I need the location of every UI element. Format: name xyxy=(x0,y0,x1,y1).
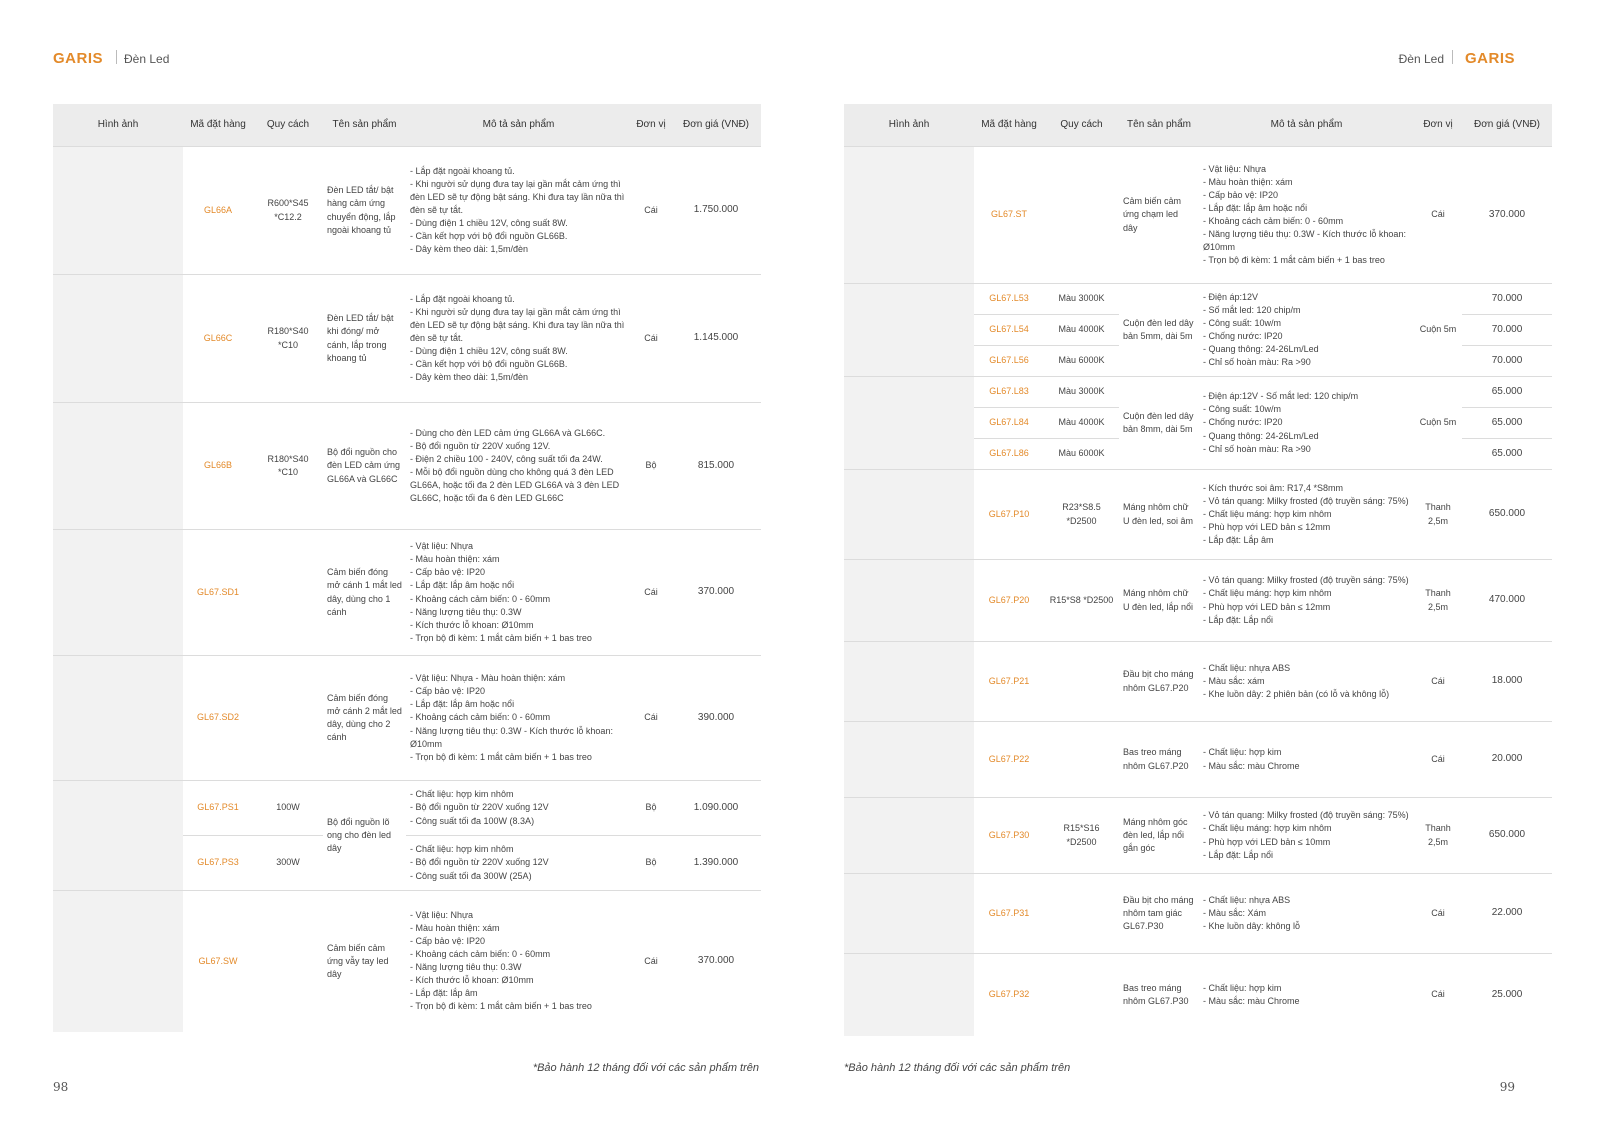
description-line: - Chất liệu: hợp kim xyxy=(1203,747,1282,758)
product-description xyxy=(1199,147,1414,284)
description-line: - Màu sắc: xám xyxy=(1203,675,1265,686)
product-description xyxy=(1199,470,1414,560)
product-spec: R15*S16 *D2500 xyxy=(1044,798,1119,874)
product-unit: Cuộn 5m xyxy=(1414,284,1462,377)
product-code: GL66B xyxy=(183,403,253,530)
description-line: - Công suất tối đa 100W (8.3A) xyxy=(410,815,535,826)
description-line: - Phù hợp với LED bản ≤ 12mm xyxy=(1203,601,1331,612)
product-description xyxy=(1199,722,1414,798)
product-unit: Cuộn 5m xyxy=(1414,377,1462,470)
product-name: Đèn LED tắt/ bật khi đóng/ mở cánh, lắp trong khoang tủ xyxy=(323,275,406,403)
product-spec xyxy=(1044,874,1119,954)
product-price: 1.750.000 xyxy=(671,147,761,275)
product-price: 650.000 xyxy=(1462,798,1552,874)
description-line: - Khoảng cách cảm biến: 0 - 60mm xyxy=(410,593,551,604)
product-spec xyxy=(1044,954,1119,1036)
product-description xyxy=(406,781,631,836)
product-name: Cuộn đèn led dây bản 8mm, dài 5m xyxy=(1119,377,1199,470)
product-spec xyxy=(1044,642,1119,722)
product-unit: Thanh 2,5m xyxy=(1414,560,1462,642)
description-line: - Màu hoàn thiện: xám xyxy=(1203,176,1293,187)
image-cell xyxy=(53,891,183,1032)
section-title: Đèn Led xyxy=(1398,52,1444,66)
product-code: GL67.L54 xyxy=(974,315,1044,346)
description-line: - Khoảng cách cảm biến: 0 - 60mm xyxy=(410,949,551,960)
product-price: 65.000 xyxy=(1462,439,1552,470)
description-line: - Vỏ tán quang: Milky frosted (độ truyền sáng: 75%) xyxy=(1203,810,1409,821)
description-line: - Chất liệu máng: hợp kim nhôm xyxy=(1203,508,1332,519)
table-row xyxy=(844,642,1552,722)
product-spec: Màu 6000K xyxy=(1044,346,1119,377)
description-line: - Dùng cho đèn LED cảm ứng GL66A và GL66C. xyxy=(410,427,606,438)
header-unit: Đơn vị xyxy=(631,104,671,147)
description-line: - Chất liệu: hợp kim nhôm xyxy=(410,789,514,800)
product-unit: Thanh 2,5m xyxy=(1414,470,1462,560)
product-name: Cảm biến đóng mở cánh 2 mắt led dây, dùng cho 2 cánh xyxy=(323,656,406,781)
description-line: - Quang thông: 24-26Lm/Led xyxy=(1203,344,1319,355)
image-cell xyxy=(844,642,974,722)
description-line: - Chống nước: IP20 xyxy=(1203,331,1283,341)
product-code: GL67.PS3 xyxy=(183,836,253,891)
header-desc: Mô tả sản phẩm xyxy=(1199,104,1414,147)
description-line: - Màu hoàn thiện: xám xyxy=(410,923,500,934)
description-line: - Dùng điện 1 chiều 12V, công suất 8W. xyxy=(410,218,568,229)
table-row xyxy=(844,798,1552,874)
description-line: - Lắp đặt: lắp âm hoặc nổi xyxy=(410,580,515,591)
product-code: GL67.ST xyxy=(974,147,1044,284)
header-unit: Đơn vị xyxy=(1414,104,1462,147)
header-image: Hình ảnh xyxy=(53,104,183,147)
header-name: Tên sản phẩm xyxy=(1119,104,1199,147)
description-line: - Khi người sử dụng đưa tay lại gần mắt cảm ứng thì đèn LED sẽ tự động bật sáng. Khi đưa tay lần nữa thì đèn sẽ tự tắt. xyxy=(410,306,625,343)
product-code: GL67.P10 xyxy=(974,470,1044,560)
product-description xyxy=(1199,560,1414,642)
product-spec: Màu 3000K xyxy=(1044,377,1119,408)
table-row xyxy=(53,530,761,656)
description-line: - Lắp đặt: Lắp âm xyxy=(1203,535,1274,546)
product-price: 70.000 xyxy=(1462,346,1552,377)
page-number: 98 xyxy=(53,1080,69,1094)
description-line: - Dây kèm theo dài: 1,5m/đèn xyxy=(410,244,529,255)
product-unit: Cái xyxy=(631,530,671,656)
table-row xyxy=(844,560,1552,642)
product-name: Bas treo máng nhôm GL67.P30 xyxy=(1119,954,1199,1036)
product-price: 65.000 xyxy=(1462,408,1552,439)
product-code: GL67.P32 xyxy=(974,954,1044,1036)
product-spec: 100W xyxy=(253,781,323,836)
image-cell xyxy=(53,781,183,891)
product-spec: R23*S8.5 *D2500 xyxy=(1044,470,1119,560)
image-cell xyxy=(844,284,974,377)
description-line: - Bộ đổi nguồn từ 220V xuống 12V xyxy=(410,857,549,868)
product-price: 1.090.000 xyxy=(671,781,761,836)
product-spec xyxy=(253,891,323,1032)
description-line: - Lắp đặt: Lắp nổi xyxy=(1203,849,1274,860)
product-description xyxy=(406,656,631,781)
product-code: GL67.P20 xyxy=(974,560,1044,642)
product-code: GL67.SW xyxy=(183,891,253,1032)
product-price: 470.000 xyxy=(1462,560,1552,642)
description-line: - Khoảng cách cảm biến: 0 - 60mm xyxy=(1203,216,1344,226)
image-cell xyxy=(53,403,183,530)
brand-logo: GARIS xyxy=(1464,50,1515,67)
product-description xyxy=(406,530,631,656)
product-unit: Bộ xyxy=(631,403,671,530)
warranty-note: *Bảo hành 12 tháng đối với các sản phẩm trên xyxy=(844,1062,1071,1074)
description-line: - Lắp đặt: lắp âm hoặc nổi xyxy=(1203,202,1308,213)
product-price: 25.000 xyxy=(1462,954,1552,1036)
image-cell xyxy=(53,275,183,403)
description-line: - Chất liệu: nhựa ABS xyxy=(1203,894,1291,905)
product-spec: Màu 4000K xyxy=(1044,408,1119,439)
description-line: - Màu hoàn thiện: xám xyxy=(410,554,500,565)
table-row xyxy=(53,656,761,781)
description-line: - Kích thước soi âm: R17,4 *S8mm xyxy=(1203,482,1343,493)
image-cell xyxy=(844,377,974,470)
description-line: - Màu sắc: Xám xyxy=(1203,907,1267,918)
product-code: GL67.L56 xyxy=(974,346,1044,377)
product-price: 22.000 xyxy=(1462,874,1552,954)
product-name: Máng nhôm góc đèn led, lắp nổi gắn góc xyxy=(1119,798,1199,874)
table-row xyxy=(53,403,761,530)
product-price: 70.000 xyxy=(1462,315,1552,346)
image-cell xyxy=(844,147,974,284)
product-spec: Màu 6000K xyxy=(1044,439,1119,470)
product-unit: Cái xyxy=(631,891,671,1032)
description-line: - Chống nước: IP20 xyxy=(1203,417,1283,428)
product-price: 370.000 xyxy=(671,530,761,656)
product-code: GL67.L83 xyxy=(974,377,1044,408)
table-row xyxy=(844,954,1552,1036)
product-description xyxy=(1199,642,1414,722)
table-row xyxy=(53,275,761,403)
product-table-left xyxy=(53,104,761,1032)
description-line: - Trọn bộ đi kèm: 1 mắt cảm biến + 1 bas treo xyxy=(410,632,592,643)
description-line: - Cần kết hợp với bộ đổi nguồn GL66B. xyxy=(410,359,568,370)
product-price: 370.000 xyxy=(671,891,761,1032)
description-line: - Điện áp:12V - Số mắt led: 120 chip/m xyxy=(1203,391,1359,402)
product-unit: Bộ xyxy=(631,836,671,891)
product-unit: Cái xyxy=(1414,874,1462,954)
description-line: - Chất liệu: hợp kim xyxy=(1203,982,1282,993)
description-line: - Khi người sử dụng đưa tay lại gần mắt cảm ứng thì đèn LED sẽ tự động bật sáng. Khi đưa tay lần nữa thì đèn sẽ tự tắt. xyxy=(410,178,625,215)
description-line: - Mỗi bộ đổi nguồn dùng cho không quá 3 đèn LED GL66A, hoặc tối đa 2 đèn LED GL66A và 3 đèn LED GL66C, hoặc tối đa 6 đèn LED GL66C xyxy=(410,467,620,504)
product-name: Đầu bịt cho máng nhôm GL67.P20 xyxy=(1119,642,1199,722)
description-line: - Phù hợp với LED bản ≤ 10mm xyxy=(1203,836,1331,847)
product-unit: Cái xyxy=(1414,147,1462,284)
description-line: - Công suất tối đa 300W (25A) xyxy=(410,870,532,881)
product-price: 70.000 xyxy=(1462,284,1552,315)
description-line: - Màu sắc: màu Chrome xyxy=(1203,995,1300,1006)
description-line: - Cấp bảo vệ: IP20 xyxy=(410,567,486,578)
right-page xyxy=(800,0,1600,1138)
description-line: - Điện áp:12V xyxy=(1203,291,1259,302)
description-line: - Chất liệu: hợp kim nhôm xyxy=(410,844,514,855)
product-spec: R180*S40 *C10 xyxy=(253,403,323,530)
header-price: Đơn giá (VNĐ) xyxy=(671,104,761,147)
product-price: 65.000 xyxy=(1462,377,1552,408)
description-line: - Số mắt led: 120 chip/m xyxy=(1203,304,1301,315)
product-code: GL67.L84 xyxy=(974,408,1044,439)
header-image: Hình ảnh xyxy=(844,104,974,147)
product-unit: Bộ xyxy=(631,781,671,836)
product-price: 20.000 xyxy=(1462,722,1552,798)
description-line: - Bộ đổi nguồn từ 220V xuống 12V. xyxy=(410,440,551,451)
product-unit: Cái xyxy=(1414,954,1462,1036)
product-code: GL67.L53 xyxy=(974,284,1044,315)
product-unit: Cái xyxy=(1414,722,1462,798)
product-spec: R180*S40 *C10 xyxy=(253,275,323,403)
description-line: - Năng lượng tiêu thụ: 0.3W xyxy=(410,962,522,973)
product-name: Bộ đổi nguồn lõ ong cho đèn led dây xyxy=(323,781,406,891)
header-code: Mã đặt hàng xyxy=(974,104,1044,147)
product-name: Máng nhôm chữ U đèn led, soi âm xyxy=(1119,470,1199,560)
product-code: GL67.P30 xyxy=(974,798,1044,874)
description-line: - Năng lượng tiêu thụ: 0.3W - Kích thước lỗ khoan: Ø10mm xyxy=(410,725,613,749)
description-line: - Trọn bộ đi kèm: 1 mắt cảm biến + 1 bas treo xyxy=(410,751,592,762)
description-line: - Lắp đặt: lắp âm hoặc nổi xyxy=(410,699,515,710)
description-line: - Trọn bộ đi kèm: 1 mắt cảm biến + 1 bas treo xyxy=(1203,255,1385,266)
product-spec: Màu 3000K xyxy=(1044,284,1119,315)
image-cell xyxy=(53,530,183,656)
divider xyxy=(116,50,117,64)
description-line: - Khe luồn dây: không lỗ xyxy=(1203,921,1301,932)
description-line: - Khe luồn dây: 2 phiên bản (có lỗ và không lỗ) xyxy=(1203,689,1390,700)
product-description xyxy=(406,275,631,403)
description-line: - Vật liệu: Nhựa xyxy=(410,910,474,921)
description-line: - Cấp bảo vệ: IP20 xyxy=(410,936,486,947)
table-row xyxy=(844,470,1552,560)
product-price: 650.000 xyxy=(1462,470,1552,560)
product-code: GL67.P31 xyxy=(974,874,1044,954)
image-cell xyxy=(53,147,183,275)
table-row xyxy=(844,722,1552,798)
product-description xyxy=(406,836,631,891)
description-line: - Kích thước lỗ khoan: Ø10mm xyxy=(410,975,534,986)
description-line: - Cấp bảo vệ: IP20 xyxy=(410,686,486,697)
description-line: - Chất liệu máng: hợp kim nhôm xyxy=(1203,588,1332,599)
section-title: Đèn Led xyxy=(124,52,170,66)
description-line: - Công suất: 10w/m xyxy=(1203,317,1282,328)
description-line: - Phù hợp với LED bản ≤ 12mm xyxy=(1203,522,1331,533)
product-price: 390.000 xyxy=(671,656,761,781)
product-description xyxy=(1199,874,1414,954)
description-line: - Màu sắc: màu Chrome xyxy=(1203,760,1300,771)
page-number: 99 xyxy=(1499,1080,1515,1094)
description-line: - Vỏ tán quang: Milky frosted (độ truyền sáng: 75%) xyxy=(1203,575,1409,586)
header-price: Đơn giá (VNĐ) xyxy=(1462,104,1552,147)
description-line: - Dùng điện 1 chiều 12V, công suất 8W. xyxy=(410,346,568,357)
product-unit: Thanh 2,5m xyxy=(1414,798,1462,874)
header-desc: Mô tả sản phẩm xyxy=(406,104,631,147)
product-description xyxy=(1199,377,1414,470)
product-description xyxy=(1199,798,1414,874)
product-name: Bộ đổi nguồn cho đèn LED cảm ứng GL66A và GL66C xyxy=(323,403,406,530)
product-spec xyxy=(1044,722,1119,798)
product-code: GL67.L86 xyxy=(974,439,1044,470)
table-row xyxy=(844,377,1552,408)
description-line: - Chỉ số hoàn màu: Ra >90 xyxy=(1203,357,1311,368)
header-code: Mã đặt hàng xyxy=(183,104,253,147)
table-row xyxy=(844,874,1552,954)
product-description xyxy=(406,891,631,1032)
product-price: 1.390.000 xyxy=(671,836,761,891)
description-line: - Công suất: 10w/m xyxy=(1203,404,1282,415)
product-spec: 300W xyxy=(253,836,323,891)
product-name: Cảm biến đóng mở cánh 1 mắt led dây, dùng cho 1 cánh xyxy=(323,530,406,656)
description-line: - Trọn bộ đi kèm: 1 mắt cảm biến + 1 bas treo xyxy=(410,1001,592,1012)
product-description xyxy=(406,147,631,275)
warranty-note: *Bảo hành 12 tháng đối với các sản phẩm trên xyxy=(532,1062,759,1074)
product-table-right xyxy=(844,104,1552,1036)
description-line: - Năng lượng tiêu thụ: 0.3W - Kích thước lỗ khoan: Ø10mm xyxy=(1203,229,1406,253)
product-unit: Cái xyxy=(631,147,671,275)
description-line: - Lắp đặt: Lắp nổi xyxy=(1203,614,1274,625)
description-line: - Vỏ tán quang: Milky frosted (độ truyền sáng: 75%) xyxy=(1203,495,1409,506)
product-spec xyxy=(253,530,323,656)
description-line: - Cần kết hợp với bộ đổi nguồn GL66B. xyxy=(410,231,568,242)
product-name: Đèn LED tắt/ bật hàng cảm ứng chuyển động, lắp ngoài khoang tủ xyxy=(323,147,406,275)
product-code: GL67.P21 xyxy=(974,642,1044,722)
product-name: Cảm biến cảm ứng chạm led dây xyxy=(1119,147,1199,284)
product-unit: Cái xyxy=(631,275,671,403)
description-line: - Lắp đặt ngoài khoang tủ. xyxy=(410,293,515,304)
product-unit: Cái xyxy=(631,656,671,781)
image-cell xyxy=(844,470,974,560)
table-row xyxy=(844,147,1552,284)
product-spec xyxy=(253,656,323,781)
product-name: Cuộn đèn led dây bản 5mm, dài 5m xyxy=(1119,284,1199,377)
product-price: 370.000 xyxy=(1462,147,1552,284)
product-spec: R15*S8 *D2500 xyxy=(1044,560,1119,642)
product-name: Bas treo máng nhôm GL67.P20 xyxy=(1119,722,1199,798)
description-line: - Dây kèm theo dài: 1,5m/đèn xyxy=(410,372,529,383)
divider xyxy=(1452,50,1453,64)
header-spec: Quy cách xyxy=(253,104,323,147)
table-row xyxy=(53,147,761,275)
product-description xyxy=(406,403,631,530)
product-unit: Cái xyxy=(1414,642,1462,722)
description-line: - Chất liệu: nhựa ABS xyxy=(1203,662,1291,673)
product-spec: R600*S45 *C12.2 xyxy=(253,147,323,275)
product-code: GL67.SD1 xyxy=(183,530,253,656)
table-row xyxy=(844,284,1552,315)
product-spec xyxy=(1044,147,1119,284)
product-price: 815.000 xyxy=(671,403,761,530)
product-code: GL66A xyxy=(183,147,253,275)
product-code: GL67.PS1 xyxy=(183,781,253,836)
description-line: - Lắp đặt: lắp âm xyxy=(410,988,478,999)
image-cell xyxy=(844,722,974,798)
header-name: Tên sản phẩm xyxy=(323,104,406,147)
description-line: - Chất liệu máng: hợp kim nhôm xyxy=(1203,823,1332,834)
image-cell xyxy=(844,560,974,642)
table-row xyxy=(53,781,761,836)
description-line: - Kích thước lỗ khoan: Ø10mm xyxy=(410,619,534,630)
description-line: - Vật liệu: Nhựa - Màu hoàn thiện: xám xyxy=(410,673,566,684)
product-spec: Màu 4000K xyxy=(1044,315,1119,346)
description-line: - Điện 2 chiều 100 - 240V, công suất tối đa 24W. xyxy=(410,453,603,464)
image-cell xyxy=(844,954,974,1036)
image-cell xyxy=(53,656,183,781)
description-line: - Lắp đặt ngoài khoang tủ. xyxy=(410,165,515,176)
description-line: - Quang thông: 24-26Lm/Led xyxy=(1203,430,1319,441)
description-line: - Chỉ số hoàn màu: Ra >90 xyxy=(1203,443,1311,454)
description-line: - Năng lượng tiêu thụ: 0.3W xyxy=(410,606,522,617)
description-line: - Bộ đổi nguồn từ 220V xuống 12V xyxy=(410,802,549,813)
image-cell xyxy=(844,874,974,954)
table-row xyxy=(53,891,761,1032)
image-cell xyxy=(844,798,974,874)
product-code: GL66C xyxy=(183,275,253,403)
description-line: - Cấp bảo vệ: IP20 xyxy=(1203,189,1279,200)
description-line: - Vật liệu: Nhựa xyxy=(410,541,474,552)
product-description xyxy=(1199,954,1414,1036)
product-name: Máng nhôm chữ U đèn led, lắp nổi xyxy=(1119,560,1199,642)
product-name: Đầu bịt cho máng nhôm tam giác GL67.P30 xyxy=(1119,874,1199,954)
description-line: - Vật liệu: Nhựa xyxy=(1203,163,1267,174)
product-description xyxy=(1199,284,1414,377)
product-name: Cảm biến cảm ứng vẫy tay led dây xyxy=(323,891,406,1032)
header-spec: Quy cách xyxy=(1044,104,1119,147)
product-code: GL67.SD2 xyxy=(183,656,253,781)
product-code: GL67.P22 xyxy=(974,722,1044,798)
description-line: - Khoảng cách cảm biến: 0 - 60mm xyxy=(410,712,551,723)
product-price: 1.145.000 xyxy=(671,275,761,403)
product-price: 18.000 xyxy=(1462,642,1552,722)
brand-logo: GARIS xyxy=(53,50,104,67)
